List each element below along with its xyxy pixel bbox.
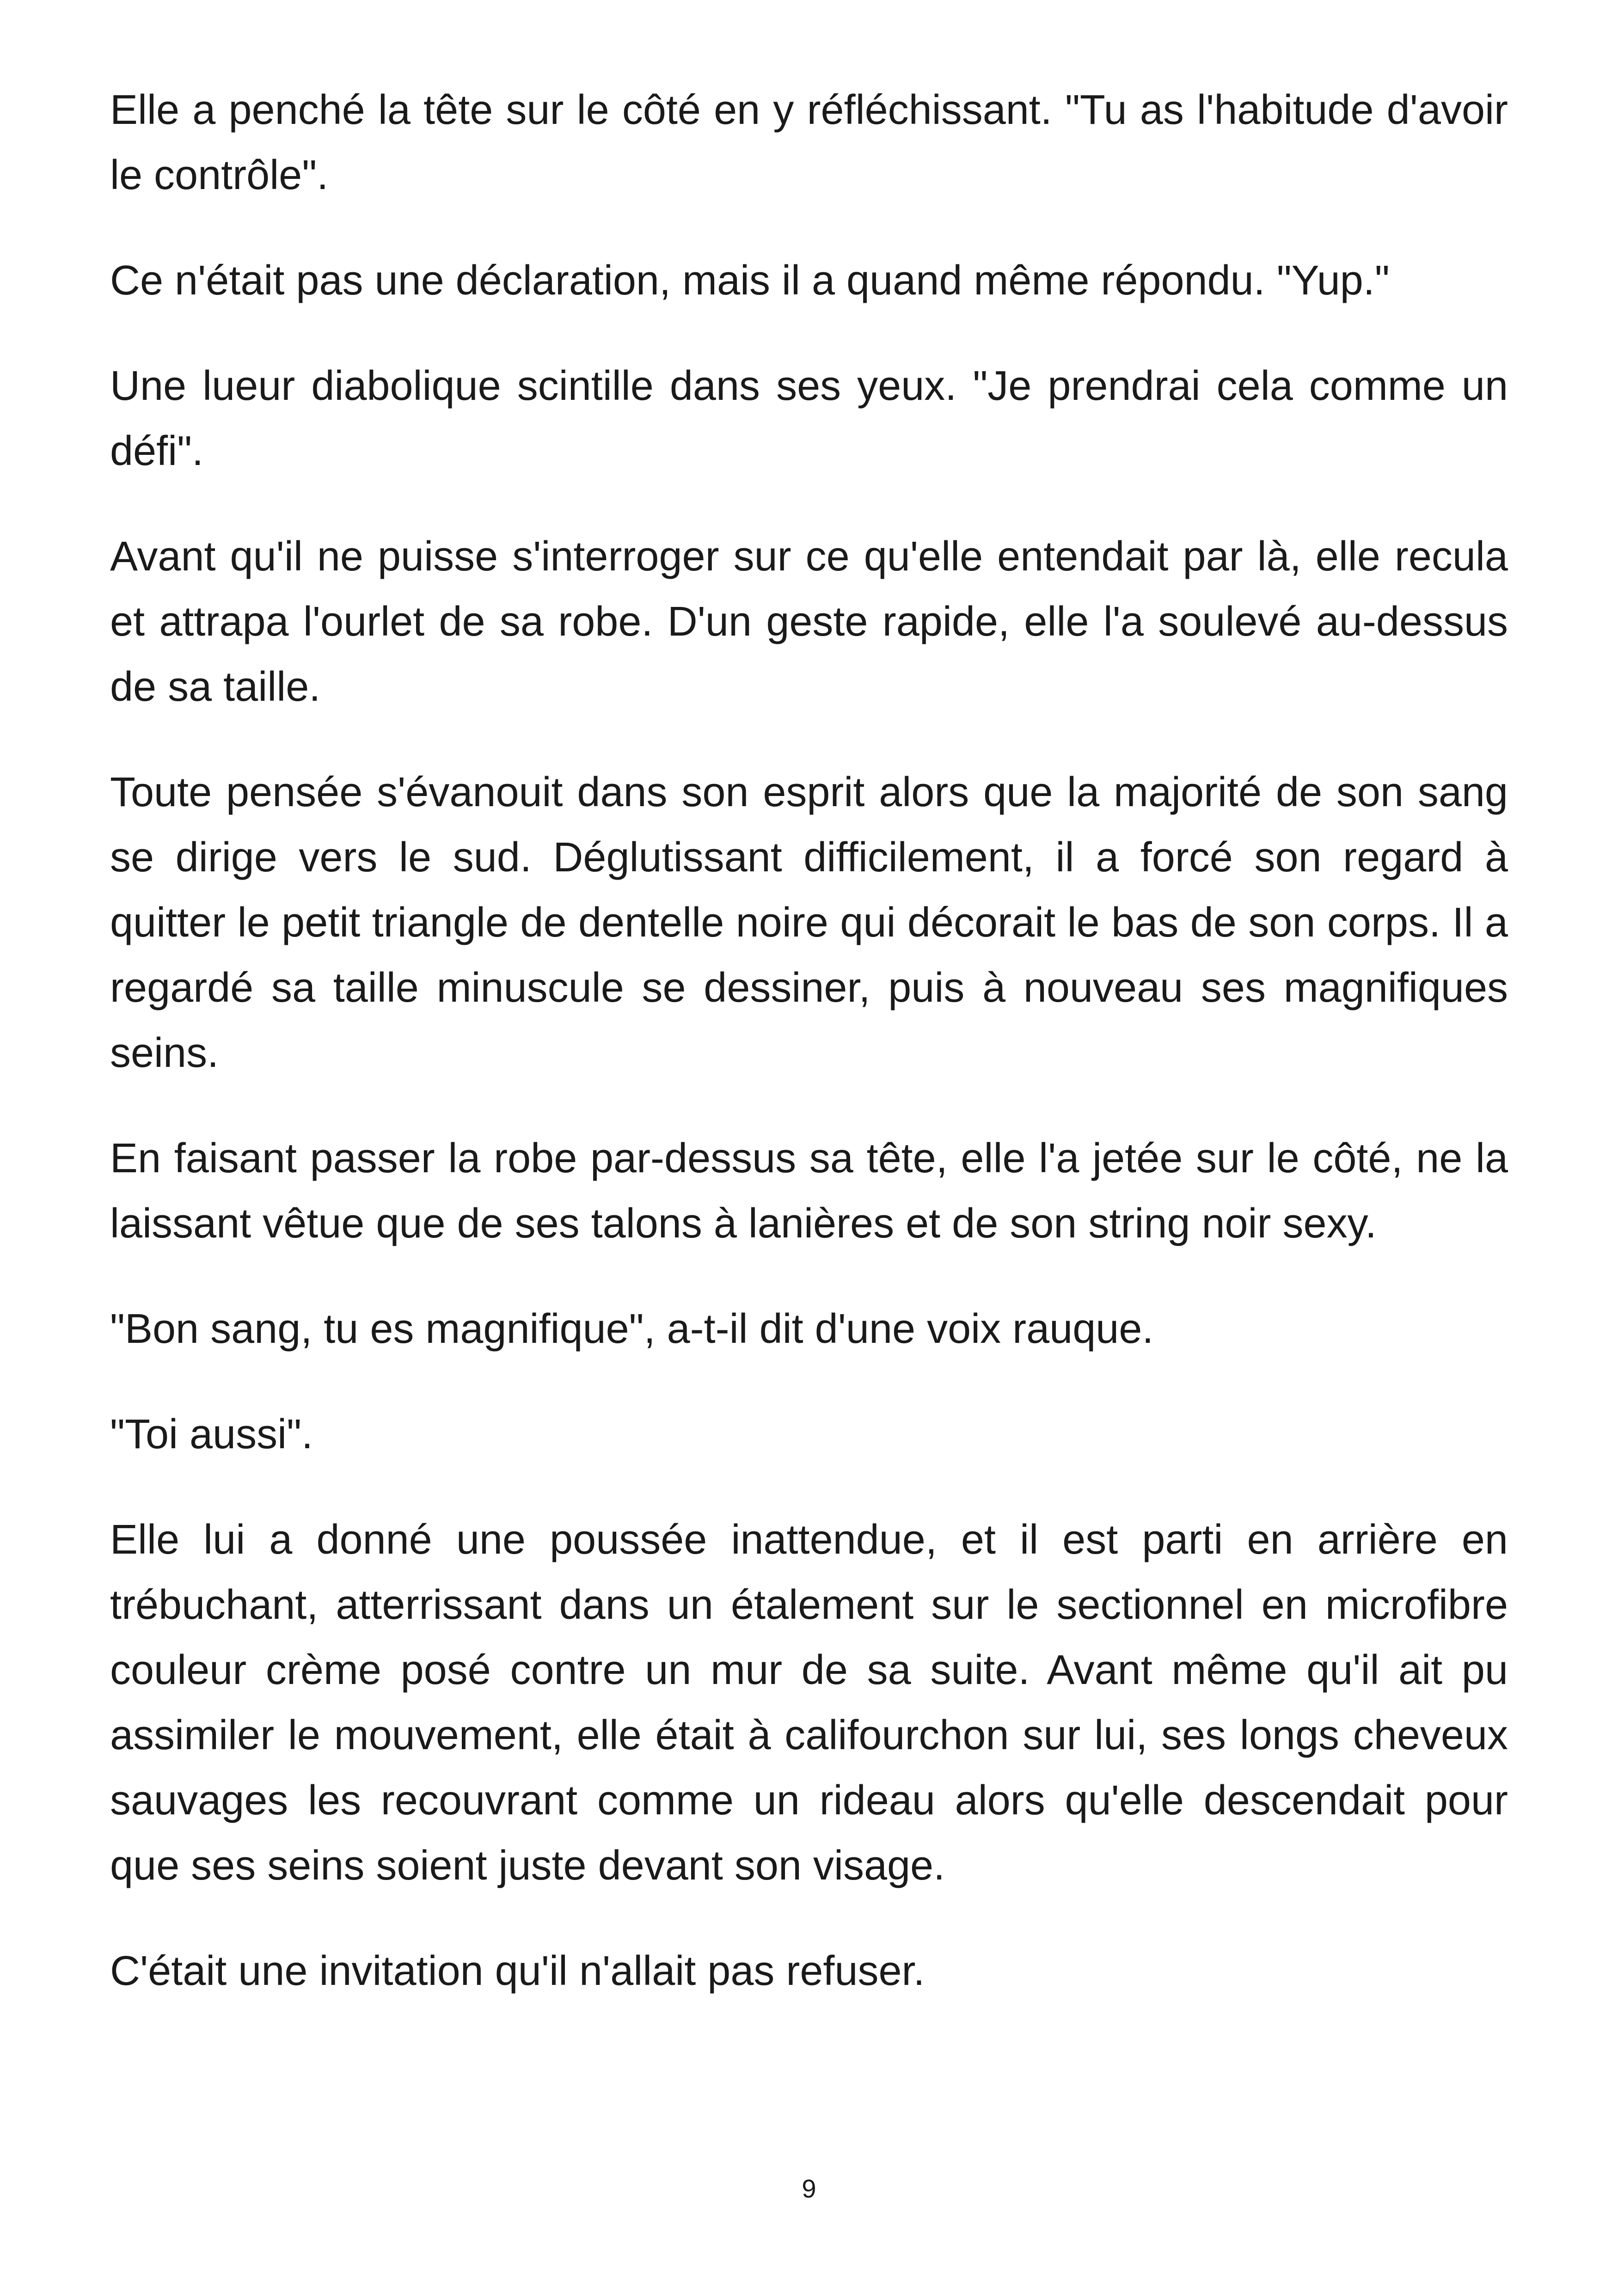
paragraph: "Bon sang, tu es magnifique", a-t-il dit d'une voix rauque. — [110, 1306, 1154, 1352]
page-number: 9 — [802, 2174, 816, 2203]
paragraph: Une lueur diabolique scintille dans ses yeux. "Je prendrai cela comme un défi". — [110, 363, 1508, 474]
paragraph: En faisant passer la robe par-dessus sa tête, elle l'a jetée sur le côté, ne la laissant vêtue que de ses talons à lanières et de son string noir sexy. — [110, 1135, 1508, 1247]
paragraph: Toute pensée s'évanouit dans son esprit alors que la majorité de son sang se dirige vers le sud. Déglutissant difficilement, il a forcé son regard à quitter le petit triangle de dentelle noire qui décorait le bas de son corps. Il a regardé sa taille minuscule se dessiner, puis à nouveau ses magnifiques seins. — [110, 769, 1508, 1076]
paragraph: Elle lui a donné une poussée inattendue, et il est parti en arrière en trébuchant, atterrissant dans un étalement sur le sectionnel en microfibre couleur crème posé contre un mur de sa suite. Avant même qu'il ait pu assimiler le mouvement, elle était à califourchon sur lui, ses longs cheveux sauvages les recouvrant comme un rideau alors qu'elle descendait pour que ses seins soient juste devant son visage. — [110, 1517, 1508, 1889]
paragraph: Elle a penché la tête sur le côté en y réfléchissant. "Tu as l'habitude d'avoir le contrôle". — [110, 87, 1508, 198]
text-body — [110, 78, 1508, 2044]
paragraph: Ce n'était pas une déclaration, mais il a quand même répondu. "Yup." — [110, 257, 1390, 304]
paragraph: "Toi aussi". — [110, 1411, 313, 1457]
paragraph: Avant qu'il ne puisse s'interroger sur ce qu'elle entendait par là, elle recula et attrapa l'ourlet de sa robe. D'un geste rapide, elle l'a soulevé au-dessus de sa taille. — [110, 533, 1508, 710]
paragraph: C'était une invitation qu'il n'allait pas refuser. — [110, 1948, 925, 1994]
